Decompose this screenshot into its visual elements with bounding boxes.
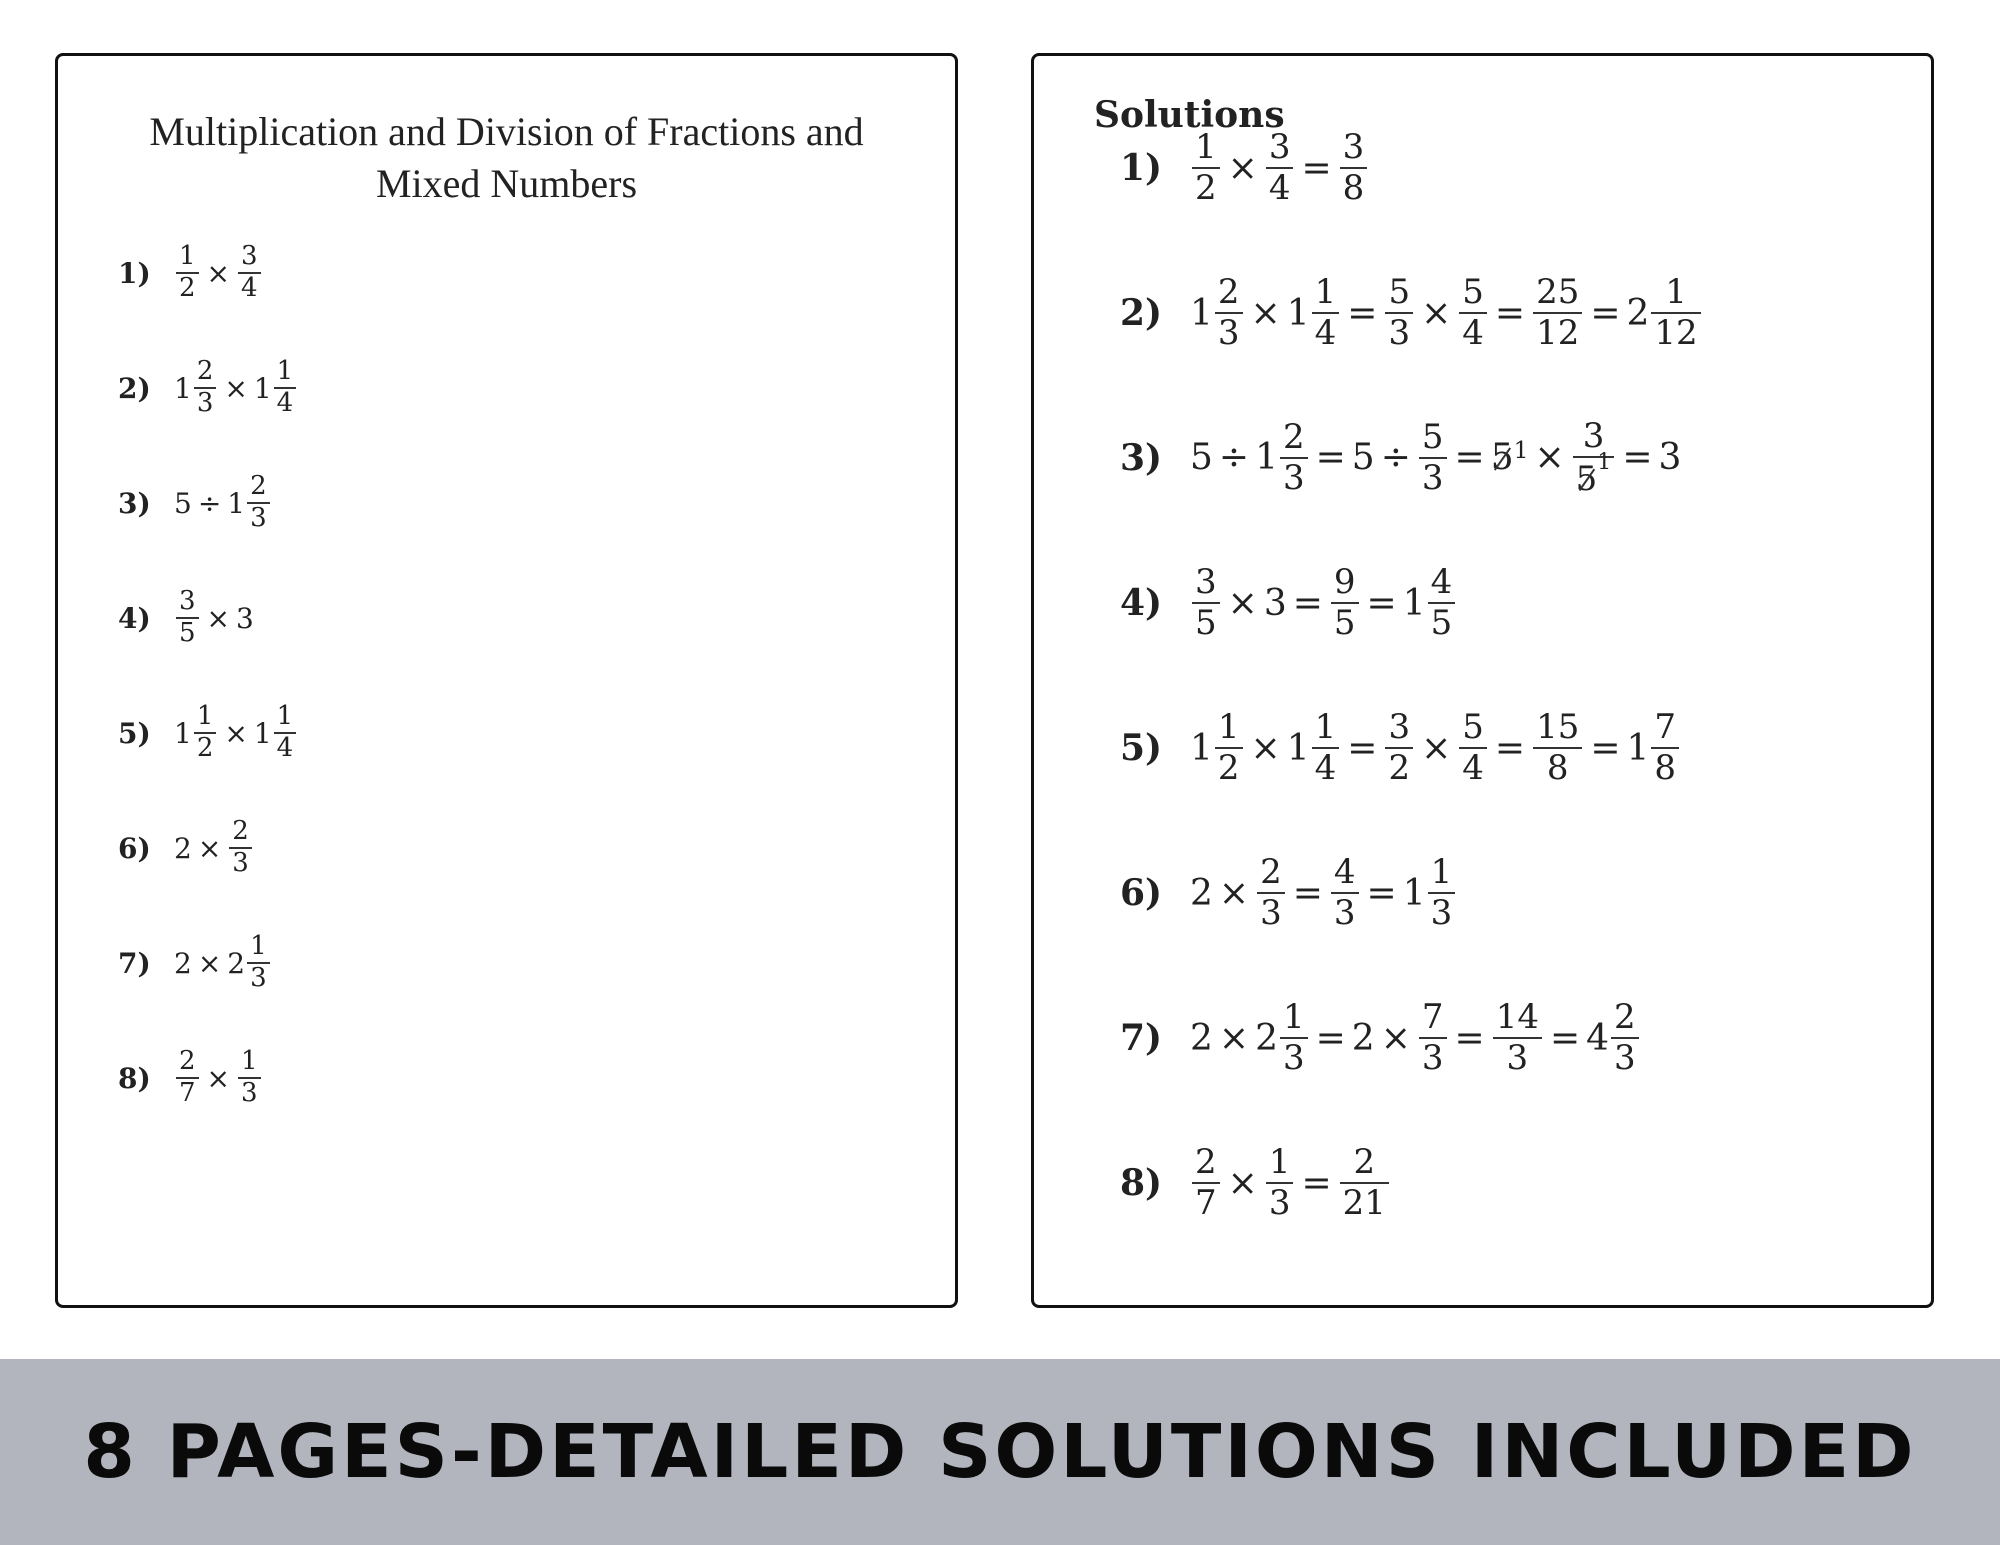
fraction [1340,128,1368,208]
numerator: 1 [1665,271,1687,312]
fraction [1459,708,1487,788]
footer-banner [0,1359,2000,1545]
solution-number: 4) [1120,582,1163,624]
operator: ÷ [197,486,222,520]
operator: ÷ [1380,437,1411,479]
operator: × [1250,292,1281,334]
denominator: 3 [1282,1038,1305,1078]
fraction [1419,418,1447,498]
numerator: 1 [1314,271,1337,312]
denominator: 3 [1421,1038,1444,1078]
fraction [1215,708,1243,788]
expression [174,1047,263,1109]
operator: = [1366,582,1397,624]
whole-part: 2 [1255,1017,1278,1059]
operator: = [1301,1162,1332,1204]
numerator: 3 [1342,126,1365,167]
cancelled-digit: 5 [1575,458,1598,499]
solution-number: 2) [1120,292,1163,334]
fraction [1573,417,1615,499]
problem-number: 5) [118,716,151,750]
operator: × [206,256,231,290]
denominator: 3 [1282,457,1305,498]
whole-part: 1 [1190,292,1213,334]
denominator: 3 [1388,313,1411,353]
operator: = [1292,872,1323,914]
cancelled-term [1491,437,1529,478]
denominator: 21 [1342,1183,1386,1223]
denominator: 7 [1195,1183,1217,1223]
fraction [1192,563,1220,643]
operator: = [1347,727,1378,769]
fraction [194,702,217,764]
denominator: 12 [1654,313,1698,353]
operator: = [1622,437,1653,479]
operator: × [206,1061,231,1095]
expression [174,242,263,304]
expression [1190,128,1369,208]
problem-1 [118,223,263,323]
denominator: 7 [179,1078,196,1108]
denominator: 3 [241,1078,258,1108]
operator: = [1494,292,1526,334]
denominator [1573,449,1615,499]
expression [1190,563,1457,643]
numerator: 2 [1260,851,1282,892]
expression [174,357,298,419]
fraction [1280,418,1308,498]
numerator: 2 [232,816,249,847]
operator: × [224,371,248,405]
problem-number: 1) [118,256,151,290]
solution-6 [1120,843,1457,943]
numerator: 2 [1195,1141,1217,1182]
denominator: 2 [1388,748,1411,788]
fraction [194,357,217,419]
operator: × [224,716,248,750]
solution-2 [1120,263,1703,363]
numerator: 5 [1462,706,1484,747]
solution-number: 8) [1120,1162,1163,1204]
operator: × [206,601,231,635]
denominator: 3 [1506,1038,1529,1078]
expression [174,932,272,994]
worksheet-title-line1: Multiplication and Division of Fractions and [149,109,864,154]
denominator: 4 [1268,168,1291,208]
numerator: 1 [1314,706,1337,747]
whole-part: 1 [1626,727,1650,769]
fraction [1331,563,1359,643]
expression [174,587,254,649]
solution-5 [1120,698,1681,798]
whole-part: 1 [1402,582,1426,624]
operator: = [1315,1017,1346,1059]
fraction [1651,273,1700,353]
numerator: 1 [276,356,294,387]
term: 3 [1658,437,1682,479]
expression [174,472,272,534]
solution-number: 3) [1120,437,1163,479]
expression [1190,273,1703,353]
fraction [1385,708,1413,788]
problem-4 [118,568,254,668]
whole-part: 1 [253,371,272,405]
expression [1190,417,1681,499]
operator: × [1421,727,1452,769]
denominator: 5 [1195,603,1217,643]
whole-part: 2 [227,946,246,980]
numerator: 1 [1430,851,1453,892]
fraction [1280,998,1308,1078]
operator: × [1250,727,1281,769]
term: 3 [1263,582,1287,624]
banner-text: 8 PAGES-DETAILED SOLUTIONS INCLUDED [83,1409,1917,1495]
numerator: 7 [1654,706,1677,747]
solution-8 [1120,1133,1391,1233]
whole-part: 1 [227,486,246,520]
problem-6 [118,798,254,898]
denominator: 4 [241,273,258,303]
expression [1190,708,1681,788]
fraction [247,932,270,994]
solution-3 [1120,408,1681,508]
whole-part: 1 [1190,727,1213,769]
problem-number: 2) [118,371,151,405]
denominator: 5 [179,618,196,648]
whole-part: 1 [253,716,272,750]
operator: = [1347,292,1378,334]
numerator: 3 [1195,561,1217,602]
operator: = [1454,1017,1485,1059]
term: 2 [1351,1017,1375,1059]
expression [174,702,298,764]
numerator: 3 [241,241,258,272]
operator: = [1366,872,1397,914]
numerator: 3 [1388,706,1411,747]
denominator: 5 [1333,603,1356,643]
numerator: 2 [1282,416,1305,457]
whole-part: 2 [1626,292,1650,334]
denominator: 3 [232,848,249,878]
denominator: 3 [1260,893,1282,933]
numerator: 5 [1462,271,1484,312]
fraction [1651,708,1679,788]
denominator: 3 [196,388,214,418]
problem-5 [118,683,298,783]
solution-number: 5) [1120,727,1163,769]
numerator: 1 [1217,706,1240,747]
fraction [238,1047,261,1109]
term: 5 [1351,437,1375,479]
operator: ÷ [1218,437,1250,479]
fraction [1493,998,1542,1078]
problem-number: 4) [118,601,151,635]
whole-part: 4 [1586,1017,1610,1059]
fraction [1266,1143,1294,1223]
operator: × [1534,437,1565,479]
expression [1190,998,1641,1078]
fraction [176,587,199,649]
numerator: 1 [196,701,214,732]
denominator: 8 [1654,748,1677,788]
worksheet-title-line2: Mixed Numbers [375,161,638,206]
numerator: 1 [179,241,196,272]
fraction [1428,563,1456,643]
numerator: 5 [1388,271,1411,312]
fraction [1385,273,1413,353]
fraction [1419,998,1447,1078]
denominator: 3 [1268,1183,1291,1223]
term: 2 [1190,872,1213,914]
denominator: 4 [1462,313,1484,353]
numerator: 3 [1582,416,1605,457]
fraction [176,1047,199,1109]
denominator: 2 [179,273,196,303]
solution-number: 6) [1120,872,1163,914]
operator: = [1494,727,1526,769]
fraction [1331,853,1359,933]
expression [1190,1143,1391,1223]
solution-7 [1120,988,1641,1088]
numerator: 2 [250,471,267,502]
fraction [1312,273,1340,353]
denominator: 3 [1430,893,1453,933]
denominator: 3 [250,503,267,533]
whole-part: 1 [1286,727,1310,769]
denominator: 4 [1462,748,1484,788]
numerator: 1 [1282,996,1305,1037]
denominator: 3 [1421,457,1444,498]
denominator: 8 [1342,168,1365,208]
cancelled-digit: 5 [1490,437,1514,479]
operator: = [1590,727,1621,769]
numerator: 9 [1333,561,1356,602]
denominator: 12 [1536,313,1580,353]
fraction [1215,273,1243,353]
whole-part: 1 [1402,872,1426,914]
fraction [229,817,252,879]
numerator: 25 [1536,271,1580,312]
operator: × [1218,1017,1250,1059]
numerator: 2 [1353,1141,1376,1182]
problem-2 [118,338,298,438]
term: 5 [1190,437,1213,479]
numerator: 1 [1195,126,1217,167]
numerator: 1 [1268,1141,1291,1182]
solutions-title: Solutions [1094,94,1285,136]
expression [174,817,254,879]
operator: = [1454,437,1485,479]
term: 2 [174,831,192,865]
denominator: 2 [1195,168,1217,208]
numerator: 15 [1536,706,1580,747]
operator: = [1292,582,1323,624]
fraction [176,242,199,304]
denominator: 4 [276,388,294,418]
fraction [1533,273,1582,353]
numerator: 1 [250,931,267,962]
worksheet-title [58,106,955,210]
operator: = [1301,147,1332,189]
denominator: 2 [196,733,214,763]
denominator: 3 [1614,1038,1636,1078]
denominator: 2 [1217,748,1240,788]
term: 5 [174,486,192,520]
solution-number: 1) [1120,147,1163,189]
numerator: 14 [1495,996,1539,1037]
problem-number: 8) [118,1061,151,1095]
denominator: 4 [1314,748,1337,788]
fraction [1611,998,1639,1078]
denominator: 3 [1217,313,1240,353]
numerator: 7 [1421,996,1444,1037]
operator: = [1549,1017,1581,1059]
operator: × [197,946,222,980]
denominator: 8 [1546,748,1569,788]
whole-part: 1 [174,716,192,750]
whole-part: 1 [1286,292,1310,334]
denominator: 4 [276,733,294,763]
term: 3 [236,601,254,635]
operator: × [1227,582,1258,624]
fraction [1428,853,1456,933]
numerator: 1 [276,701,294,732]
fraction [1192,1143,1220,1223]
solution-number: 7) [1120,1017,1163,1059]
term: 2 [1190,1017,1213,1059]
numerator: 3 [1268,126,1291,167]
numerator: 2 [1217,271,1240,312]
fraction [1312,708,1340,788]
operator: × [1380,1017,1411,1059]
numerator: 2 [1614,996,1636,1037]
fraction [1459,273,1487,353]
cancel-result: 1 [1597,449,1612,476]
numerator: 1 [241,1046,258,1077]
numerator: 5 [1421,416,1444,457]
problem-number: 6) [118,831,151,865]
numerator: 3 [179,586,196,617]
solutions-page [1031,53,1934,1308]
fraction [247,472,270,534]
operator: × [197,831,222,865]
fraction [1266,128,1294,208]
denominator: 3 [250,963,267,993]
operator: = [1315,437,1346,479]
numerator: 2 [196,356,214,387]
denominator: 5 [1430,603,1453,643]
numerator: 4 [1430,561,1453,602]
denominator: 3 [1333,893,1356,933]
fraction [274,357,297,419]
problem-number: 7) [118,946,151,980]
whole-part: 1 [174,371,192,405]
problem-7 [118,913,272,1013]
fraction [1533,708,1582,788]
operator: = [1590,292,1621,334]
solution-4 [1120,553,1457,653]
fraction [1340,1143,1389,1223]
fraction [238,242,261,304]
problem-3 [118,453,272,553]
problem-number: 3) [118,486,151,520]
operator: × [1227,147,1258,189]
operator: × [1218,872,1250,914]
problem-8 [118,1028,263,1128]
operator: × [1421,292,1452,334]
worksheet-page [55,53,958,1308]
fraction [1257,853,1285,933]
numerator: 4 [1333,851,1356,892]
denominator: 4 [1314,313,1337,353]
fraction [274,702,297,764]
numerator: 2 [179,1046,196,1077]
fraction [1192,128,1220,208]
operator: × [1227,1162,1258,1204]
solution-1 [1120,118,1369,218]
whole-part: 1 [1255,437,1278,479]
expression [1190,853,1457,933]
cancel-result: 1 [1513,435,1529,464]
term: 2 [174,946,192,980]
